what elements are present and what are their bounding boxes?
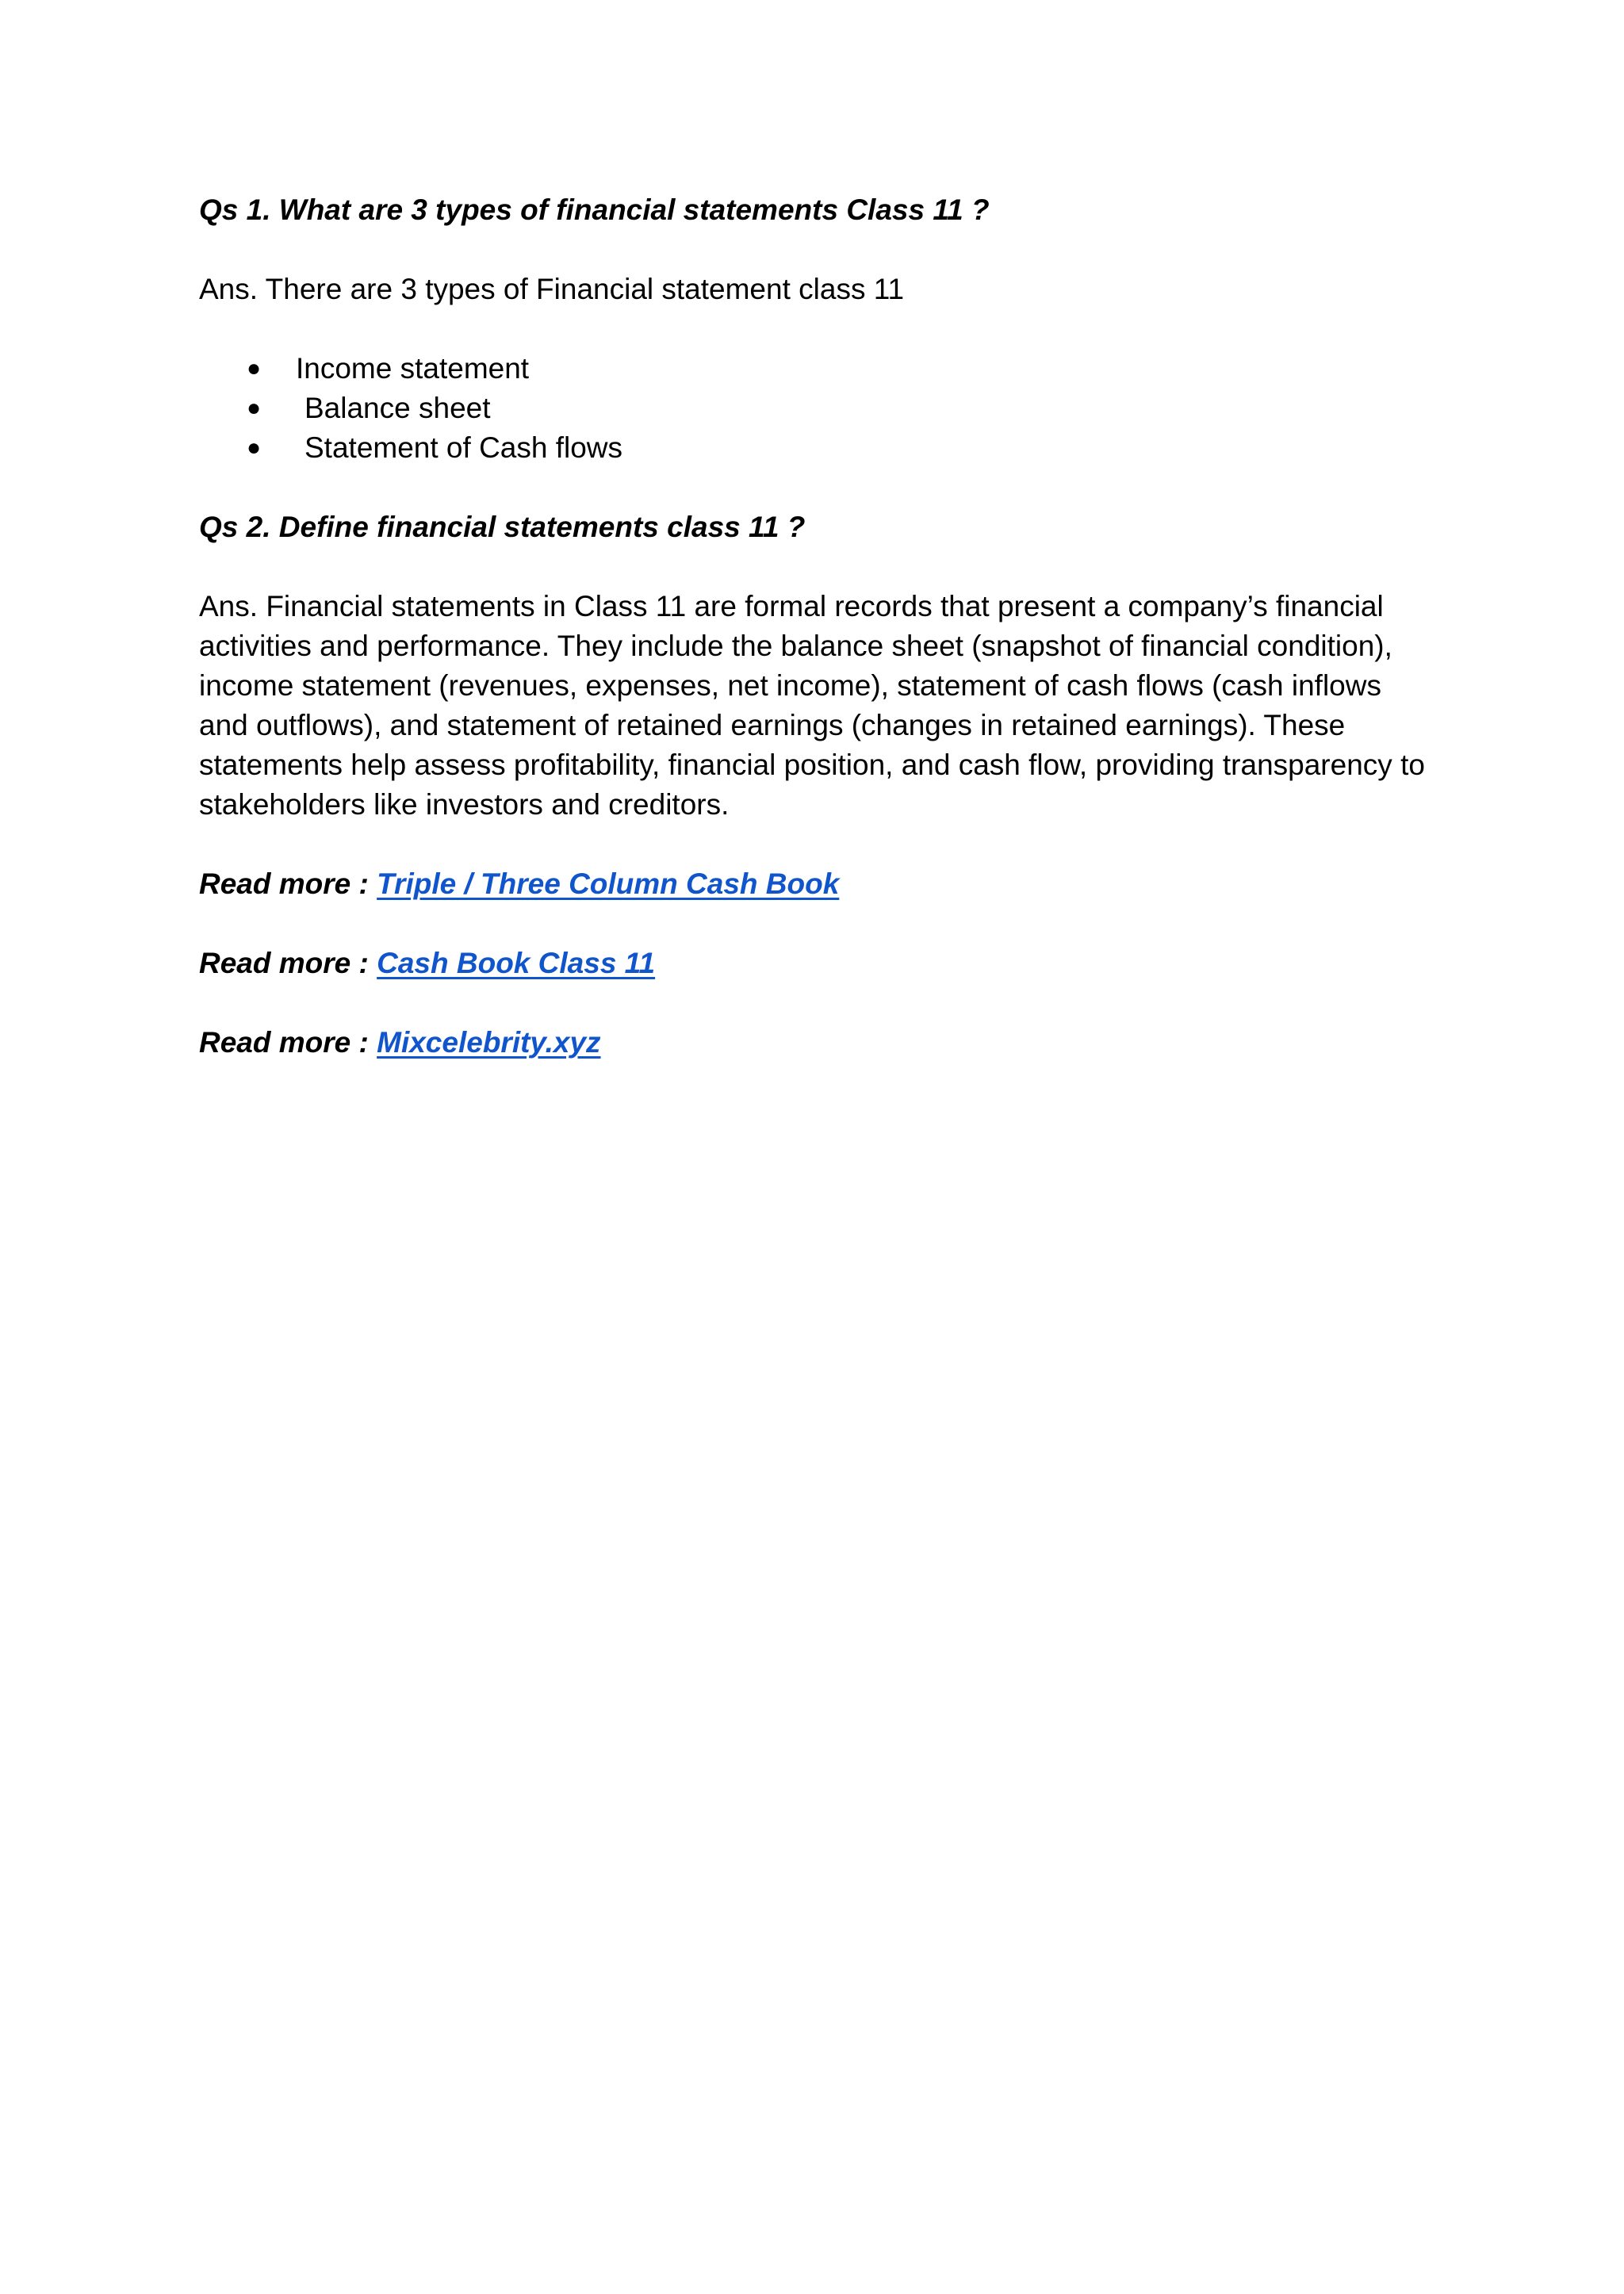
- list-item-label: Balance sheet: [304, 392, 491, 424]
- spacer: [199, 983, 1436, 1023]
- read-more-prefix: Read more :: [199, 947, 377, 979]
- list-item: [199, 389, 1436, 428]
- list-item-label: Income statement: [296, 352, 530, 385]
- link-mixcelebrity[interactable]: Mixcelebrity.xyz: [377, 1026, 601, 1059]
- spacer: [199, 904, 1436, 944]
- read-more-line: [199, 864, 1436, 904]
- spacer: [199, 825, 1436, 864]
- answer-2-text: Ans. Financial statements in Class 11 are formal records that present a company’s financial activities and performance. They include the balance sheet (snapshot of financial condition), income statement (revenues, expenses, net income), statement of cash flows (cash inflows and outflows), and statement of retained earnings (changes in retained earnings). These statements help assess profitability, financial position, and cash flow, providing transparency to stakeholders like investors and creditors.: [199, 590, 1425, 821]
- read-more-line: [199, 1023, 1436, 1063]
- link-triple-column-cash-book[interactable]: Triple / Three Column Cash Book: [377, 867, 840, 900]
- read-more-prefix: Read more :: [199, 867, 377, 900]
- list-item: [199, 349, 1436, 389]
- question-1-heading: Qs 1. What are 3 types of financial statements Class 11 ?: [199, 193, 990, 226]
- bullet-icon: ●: [247, 395, 262, 421]
- bullet-icon: ●: [247, 355, 262, 381]
- list-item-label: Statement of Cash flows: [304, 431, 623, 464]
- read-more-line: [199, 944, 1436, 983]
- link-cash-book-class-11[interactable]: Cash Book Class 11: [377, 947, 656, 979]
- question-2-heading: Qs 2. Define financial statements class 11 ?: [199, 511, 806, 543]
- spacer: [199, 309, 1436, 349]
- answer-1-text: Ans. There are 3 types of Financial statement class 11: [199, 273, 905, 305]
- bullet-icon: ●: [247, 435, 262, 461]
- spacer: [199, 230, 1436, 270]
- read-more-prefix: Read more :: [199, 1026, 377, 1059]
- financial-statement-types-list: [199, 349, 1436, 468]
- list-item: [199, 428, 1436, 468]
- spacer: [199, 468, 1436, 507]
- document-page: [199, 190, 1436, 1063]
- spacer: [199, 547, 1436, 587]
